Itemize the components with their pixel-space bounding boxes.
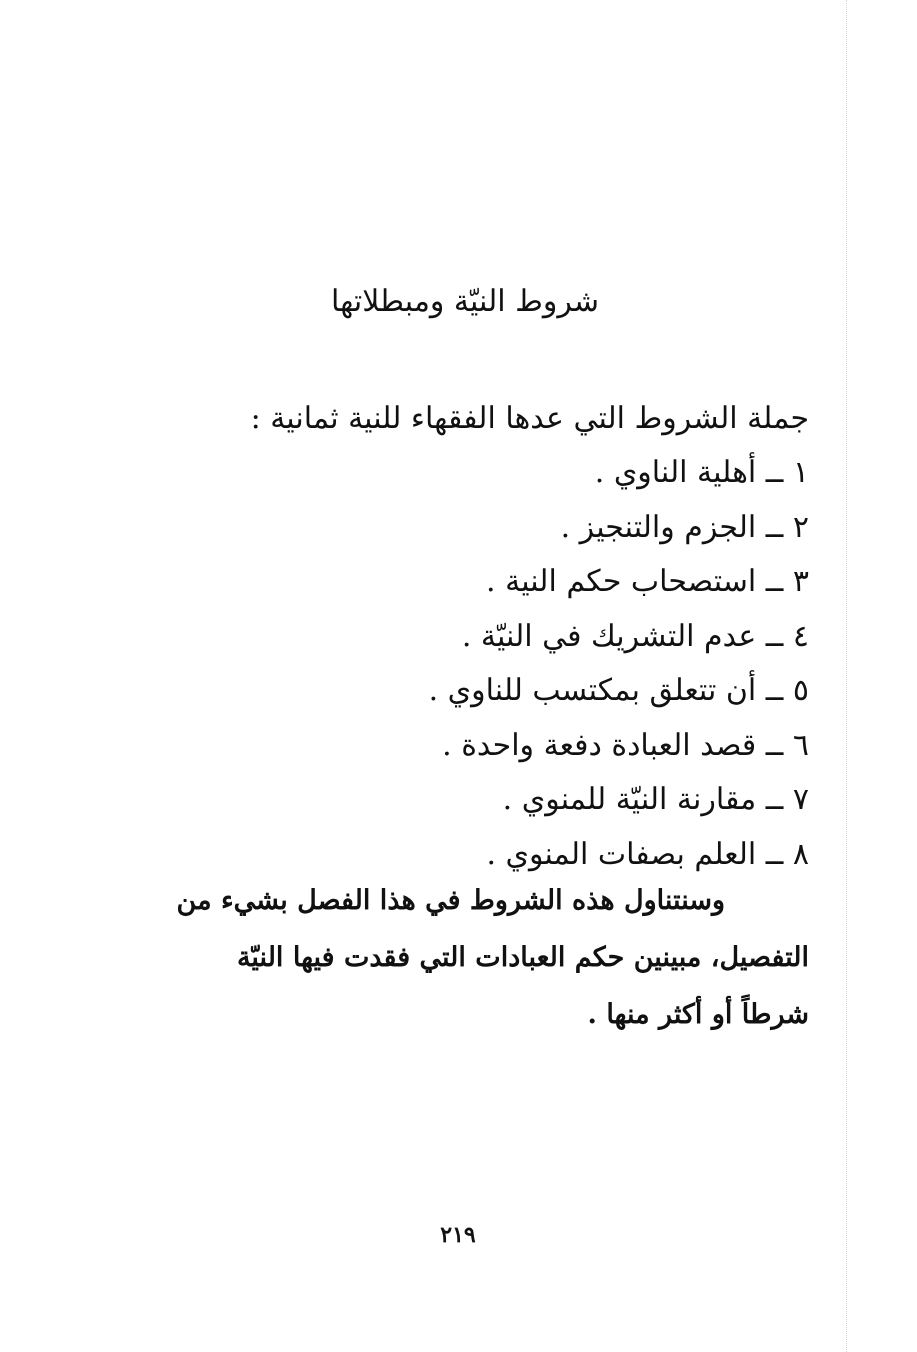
conclusion-line: شرطاً أو أكثر منها .: [587, 999, 809, 1030]
condition-item: ٦ ــ قصد العبادة دفعة واحدة .: [442, 727, 809, 763]
conclusion-paragraph: [109, 872, 809, 1043]
intro-sentence: جملة الشروط التي عدها الفقهاء للنية ثمانية :: [250, 401, 809, 436]
conclusion-line: وسنتناول هذه الشروط في هذا الفصل بشيء من: [176, 885, 725, 916]
condition-item: ٥ ــ أن تتعلق بمكتسب للناوي .: [428, 673, 809, 708]
margin-rule: [846, 0, 847, 1352]
condition-item: ٢ ــ الجزم والتنجيز .: [560, 509, 809, 545]
chapter-title: شروط النيّة ومبطلاتها: [330, 284, 600, 319]
conditions-list: [429, 446, 809, 882]
condition-item: ٣ ــ استصحاب حكم النية .: [486, 564, 809, 599]
condition-item: ١ ــ أهلية الناوي .: [594, 455, 809, 490]
conclusion-line: التفصيل، مبينين حكم العبادات التي فقدت فيها النيّة: [236, 942, 809, 973]
condition-item: ٧ ــ مقارنة النيّة للمنوي .: [502, 782, 809, 817]
condition-item: ٨ ــ العلم بصفات المنوي .: [486, 836, 809, 872]
condition-item: ٤ ــ عدم التشريك في النيّة .: [461, 618, 809, 654]
page-number: ٢١٩: [440, 1222, 476, 1248]
